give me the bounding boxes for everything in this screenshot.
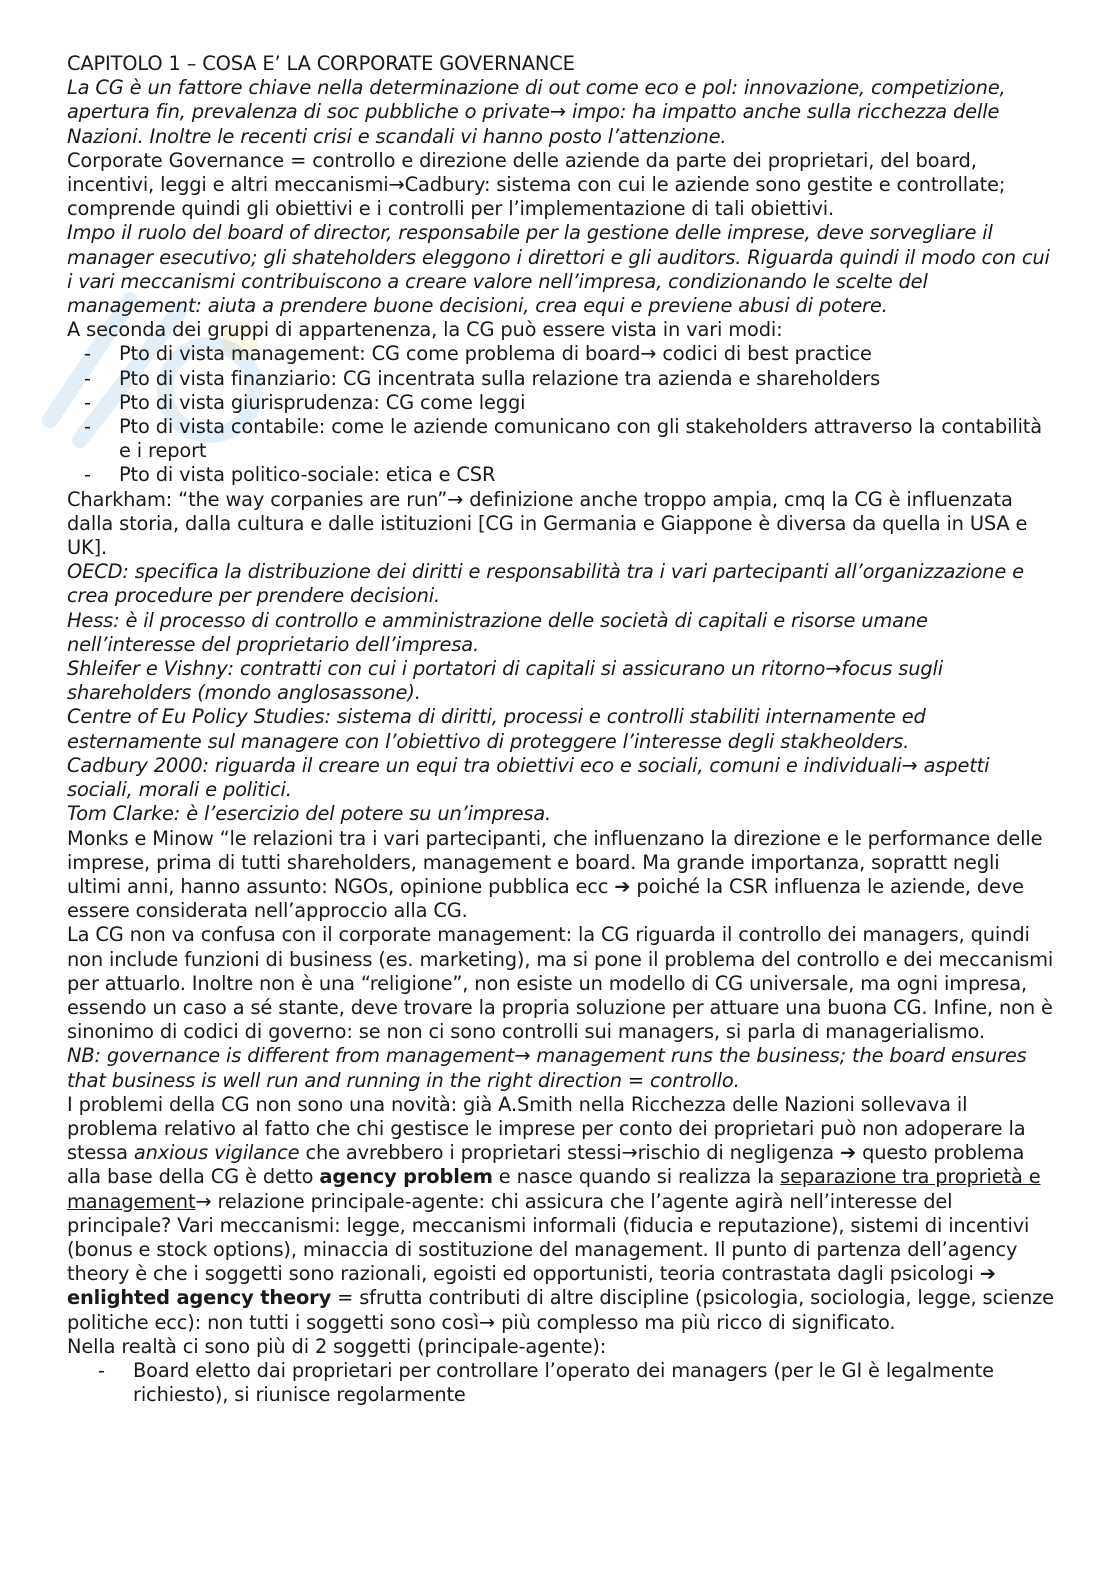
viewpoints-list [67, 342, 1057, 487]
definition-ceps: Centre of Eu Policy Studies: sistema di diritti, processi e controlli stabiliti internamente ed esternamente sul managere con l’obiettivo di proteggere l’interesse degli stakheolders. [67, 705, 926, 753]
paragraph-more-subjects: Nella realtà ci sono più di 2 soggetti (principale-agente): [67, 1334, 607, 1358]
list-item: - Pto di vista management: CG come problema di board→ codici di best practice [84, 342, 872, 366]
list-item: - Pto di vista giurisprudenza: CG come leggi [84, 390, 526, 414]
paragraph-intro: La CG è un fattore chiave nella determinazione di out come eco e pol: innovazione, competizione, apertura fin, prevalenza di soc pubbliche o private→ impo: ha impatto anche sulla ricchezza delle Nazioni. Inoltre le recenti crisi e scandali vi hanno posto l’attenzione. [67, 76, 1006, 148]
paragraph-monks-minow: Monks e Minow “le relazioni tra i vari partecipanti, che influenzano la direzione e le performance delle imprese, prima di tutti shareholders, management e board. Ma grande importanza, soprattt negli ultimi anni, hanno assunto: NGOs, opinione pubblica ecc ➔ poiché la CSR influenza le aziende, deve essere considerata nell’approccio alla CG. [67, 826, 1043, 923]
list-item: - Pto di vista politico-sociale: etica e CSR [84, 463, 496, 487]
list-item: - Board eletto dai proprietari per controllare l’operato dei managers (per le GI è legalmente richiesto), si riunisce regolarmente [98, 1358, 994, 1407]
definition-oecd: OECD: specifica la distribuzione dei diritti e responsabilità tra i vari partecipanti all’organizzazione e crea procedure per prendere decisioni. [67, 560, 1024, 608]
paragraph-agency-problem: I problemi della CG non sono una novità: già A.Smith nella Ricchezza delle Nazioni sollevava il problema relativo al fatto che chi gestisce le imprese per conto dei proprietari può non adoperare la stessa anxious vigilance che avrebbero i proprietari stessi→rischio di negligenza ➔ questo problema alla base della CG è detto agency problem e nasce quando si realizza la separazione tra proprietà e management→ relazione principale-agente: chi assicura che l’agente agirà nell’interesse del principale? Vari meccanismi: legge, meccanismi informali (fiducia e reputazione), sistemi di incentivi (bonus e stock options), minaccia di sostituzione del management. Il punto di partenza dell’agency theory è che i soggetti sono razionali, egoisti ed opportunisti, teoria contrastata dagli psicologi ➔ enlighted agency theory = sfrutta contributi di altre discipline (psicologia, sociologia, legge, scienze politiche ecc): non tutti i soggetti sono così→ più complesso ma più ricco di significato. [67, 1092, 1054, 1334]
paragraph-board-role: Impo il ruolo del board of director, responsabile per la gestione delle imprese, deve sorvegliare il manager esecutivo; gli shateholders eleggono i direttori e gli auditors. Riguarda quindi il modo con cui i vari meccanismi contribuiscono a creare valore nell’impresa, condizionando le scelte del management: aiuta a prendere buone decisioni, crea equi e previene abusi di potere. [67, 221, 1050, 318]
definition-shleifer-vishny: Shleifer e Vishny: contratti con cui i portatori di capitali si assicurano un ritorno→focus sugli shareholders (mondo anglosassone). [67, 657, 944, 705]
paragraph-charkham: Charkham: “the way corpanies are run”→ definizione anche troppo ampia, cmq la CG è influenzata dalla storia, dalla cultura e dalle istituzioni [CG in Germania e Giappone è diversa da quella in USA e UK]. [67, 487, 1028, 560]
definition-cadbury-2000: Cadbury 2000: riguarda il creare un equi tra obiettivi eco e sociali, comuni e individuali→ aspetti sociali, morali e politici. [67, 753, 990, 802]
document-page [67, 52, 1057, 1407]
paragraph-definition: Corporate Governance = controllo e direzione delle aziende da parte dei proprietari, del board, incentivi, leggi e altri meccanismi→Cadbury: sistema con cui le aziende sono gestite e controllate; comprende quindi gli obiettivi e i controlli per l’implementazione di tali obiettivi. [67, 148, 1006, 221]
chapter-title: CAPITOLO 1 – COSA E’ LA CORPORATE GOVERNANCE [67, 52, 575, 75]
paragraph-cg-vs-management: La CG non va confusa con il corporate management: la CG riguarda il controllo dei managers, quindi non include funzioni di business (es. marketing), ma si pone il problema del controllo e dei meccanismi per attuarlo. Inoltre non è una “religione”, non esiste un modello di CG universale, ma ogni impresa, essendo un caso a sé stante, deve trovare la propria soluzione per attuare una buona CG. Infine, non è sinonimo di codici di governo: se non ci sono controlli sui managers, si parla di managerialismo. [67, 923, 1054, 1044]
list-item: - Pto di vista finanziario: CG incentrata sulla relazione tra azienda e shareholders [84, 366, 881, 390]
definition-tom-clarke: Tom Clarke: è l’esercizio del potere su un’impresa. [67, 802, 552, 826]
paragraph-nb: NB: governance is different from management→ management runs the business; the board ensures that business is well run and running in the right direction = controllo. [67, 1044, 1027, 1092]
list-item: - Pto di vista contabile: come le aziende comunicano con gli stakeholders attraverso la contabilità e i report [84, 415, 1042, 463]
paragraph-viewpoints-intro: A seconda dei gruppi di appartenenza, la CG può essere vista in vari modi: [67, 318, 783, 342]
subjects-list [67, 1359, 1057, 1407]
definition-hess: Hess: è il processo di controllo e amministrazione delle società di capitali e risorse umane nell’interesse del proprietario dell’impresa. [67, 608, 928, 656]
